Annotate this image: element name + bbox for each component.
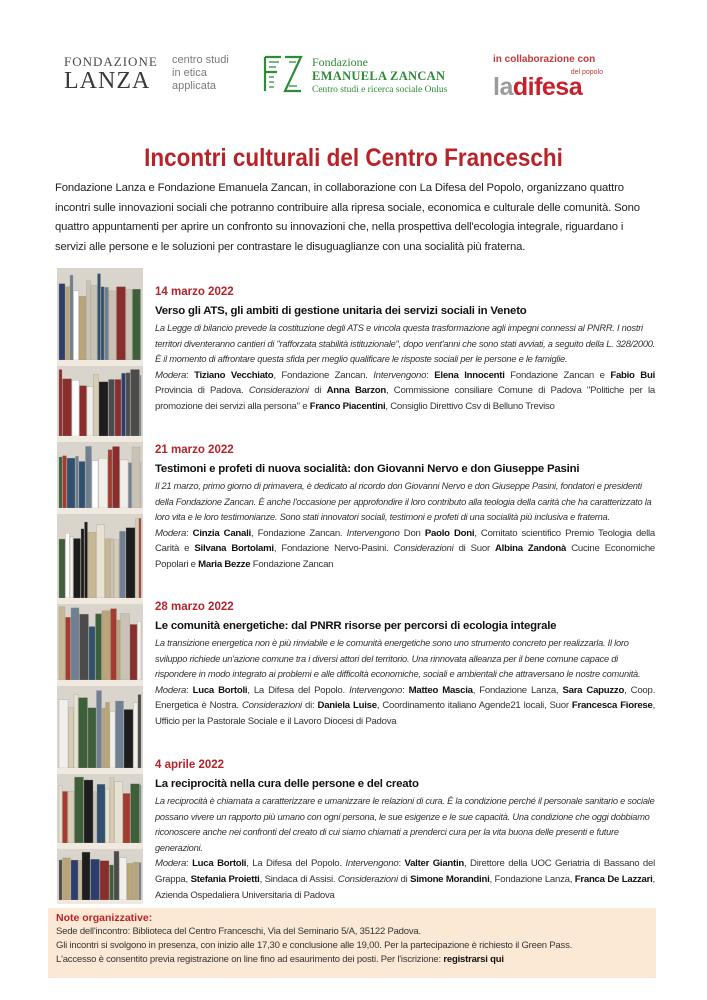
speaker-name: Maria Bezze [198, 558, 251, 570]
book-spine [67, 458, 75, 508]
speaker-name: Luca Bortoli [192, 684, 248, 696]
zancan-logo-line2: EMANUELA ZANCAN [312, 69, 446, 83]
book-spine [131, 369, 140, 436]
speaker-name: Paolo Doni [424, 527, 475, 539]
book-spine [63, 791, 68, 843]
book-spine [110, 865, 114, 900]
book-spine [97, 691, 102, 768]
book-spine [63, 858, 71, 900]
role-label: Intervengono [373, 369, 427, 381]
book-spine [113, 447, 120, 508]
book-spine [101, 287, 104, 360]
speaker-text: , Fondazione Lanza, [472, 684, 563, 696]
book-spine [69, 708, 74, 768]
speaker-text: : [398, 858, 405, 870]
page-title: Incontri culturali del Centro Franceschi [144, 144, 563, 172]
speaker-text: , La Difesa del Popolo. [247, 684, 350, 696]
shelf-board [57, 360, 143, 366]
book-spine [120, 531, 126, 598]
lanza-logo-line2: LANZA [64, 68, 151, 94]
role-label: Intervengono [349, 684, 403, 696]
book-spine [106, 702, 110, 768]
book-spine [66, 287, 70, 360]
event-title: Le comunità energetiche: dal PNRR risorse per percorsi di ecologia integrale [155, 620, 557, 632]
book-spine [79, 296, 86, 360]
book-spine [124, 709, 133, 768]
book-spine [139, 863, 141, 900]
lanza-tagline [172, 54, 252, 93]
speaker-text: , Commissione consiliare Comune di Padova "Politiche per la promozione dei servizi alla persona" e [155, 385, 655, 412]
intro-paragraph: Fondazione Lanza e Fondazione Emanuela Zancan, in collaborazione con La Difesa del Popolo, organizzano quattro incontri sulle innovazioni sociali che potranno contribuire alla ripresa sociale, economica e culturale delle comunità. Sono quattro appuntamenti per aprire un confronto su innovazioni che, nella prospettiva dell'ecologia integrale, riguardano i servizi alle persone e le soluzioni per contrastare le disuguaglianze con una socialità più fraterna. [55, 182, 640, 253]
event-description: La Legge di bilancio prevede la costituzione degli ATS e vincola questa trasformazione agli impegni connessi al PNRR. I nostri territori diventeranno cantieri di "rafforzata stabilità istituzionale", dopo vent'anni che sono stati avviati, a seguito della L. 328/2000. È il momento di affrontare questa sfida per meglio qualificare le risposte sociali per le persone e le famiglie. [155, 323, 655, 365]
event-description: La reciprocità è chiamata a caratterizzare e umanizzare le relazioni di cura. È la condizione perché il personale sanitario e sociale possano vivere un rapporto più umano con ogni persona, le sue esigenze e le sue capacità. Una condizione che oggi dobbiamo riconoscere anche nei confronti del creato di cui siamo chiamati a prenderci cura per la vita buona delle presenti e future generazioni. [155, 796, 655, 853]
event-date: 21 marzo 2022 [155, 444, 234, 456]
zancan-logo-text [312, 55, 447, 96]
notes-venue: Sede dell'incontro: Biblioteca del Centro Franceschi, Via del Seminario 5/A, 35122 Padova. [56, 926, 421, 937]
book-spine [126, 528, 135, 598]
book-spine [134, 703, 138, 768]
book-spine [89, 627, 95, 680]
speaker-text: , Comitato scientifico Premio Teologia della Carità e [155, 527, 655, 555]
book-spine [88, 708, 96, 768]
book-spine [138, 695, 141, 768]
shelf-board [57, 768, 143, 774]
event-date: 4 aprile 2022 [155, 759, 225, 771]
lanza-tagline-line: in etica [172, 67, 207, 79]
book-spine [66, 617, 71, 680]
book-spine [110, 778, 114, 843]
book-spine [75, 777, 84, 843]
book-spine [87, 387, 93, 436]
role-label: Considerazioni [241, 700, 302, 712]
fondazione-zancan-logo [262, 52, 472, 98]
book-spine [114, 540, 119, 598]
book-spine [92, 461, 98, 508]
book-spine [134, 862, 139, 900]
register-link[interactable]: registrarsi qui [443, 954, 504, 965]
fz-monogram-icon [262, 54, 304, 94]
book-spine [139, 518, 141, 598]
organizational-notes [48, 908, 656, 978]
role-label: Modera [155, 527, 187, 539]
role-label: Considerazioni [248, 385, 309, 397]
speaker-text: , Fondazione Zancan. [273, 369, 374, 381]
book-spine [74, 291, 79, 360]
speaker-text: : [426, 369, 435, 381]
speaker-text: , Sindaca di Assisi. [259, 873, 338, 885]
book-spine [126, 373, 130, 436]
book-spine [99, 458, 108, 508]
zancan-logo-line3: Centro studi e ricerca sociale Onlus [312, 85, 448, 95]
book-spine [70, 537, 73, 598]
role-label: Considerazioni [393, 543, 454, 555]
book-spine [99, 382, 108, 436]
notes-title: Note organizzative: [56, 912, 153, 924]
speaker-text: : [186, 369, 195, 381]
speaker-name: Valter Giantin [404, 858, 465, 870]
speaker-text: : [402, 684, 409, 696]
book-spine [86, 446, 92, 508]
speaker-text: Don [399, 527, 425, 539]
event-description: La transizione energetica non è più rinviabile e le comunità energetiche sono uno strumento concreto per realizzarla. Il loro sviluppo richiede un'azione comune tra i diversi attori del territorio. Una rinnovata alleanza per il bene comune capace di rispondere in modo integrato ai problemi e alle difficoltà economiche, sociali e ambientali che attraversano le nostre comunità. [155, 638, 641, 680]
book-spine [85, 522, 88, 598]
speaker-name: Franco Piacentini [309, 400, 386, 412]
book-spine [140, 785, 141, 843]
speaker-name: Elena Innocenti [434, 369, 505, 381]
book-spine [94, 792, 97, 843]
book-spine [106, 789, 110, 843]
speaker-text: di [397, 873, 411, 885]
book-spine [81, 529, 84, 598]
book-spine [71, 860, 78, 900]
role-label: Intervengono [345, 858, 399, 870]
role-label: Modera [155, 369, 187, 381]
event-speakers [155, 368, 655, 415]
speaker-text: , Azienda Ospedaliera Universitaria di Padova [155, 873, 655, 901]
event-speakers [155, 856, 655, 903]
event-title: Testimoni e profeti di nuova socialità: don Giovanni Nervo e don Giuseppe Pasini [155, 463, 580, 475]
bookshelf-photo [57, 268, 143, 904]
book-spine [68, 791, 74, 843]
shelf-board [57, 436, 143, 442]
book-spine [79, 461, 85, 508]
book-spine [71, 608, 79, 680]
speaker-text: di: [301, 700, 318, 712]
book-spine [59, 607, 65, 680]
book-spine [105, 287, 109, 360]
lanza-tagline-line: applicata [172, 80, 217, 92]
book-spine [74, 538, 81, 598]
book-spine [94, 375, 99, 436]
collaboration-label: in collaborazione con [493, 54, 596, 65]
difesa-word-difesa: difesa [512, 73, 583, 101]
book-spine [96, 614, 102, 680]
book-spine [63, 456, 67, 508]
speaker-name: Luca Bortoli [192, 858, 247, 870]
book-spine [100, 861, 109, 900]
speaker-name: Anna Barzon [326, 385, 386, 397]
notes-schedule: Gli incontri si svolgono in presenza, con inizio alle 17,30 e conclusione alle 19,00. Per la partecipazione è richiesto il Green Pass. [56, 940, 573, 951]
speaker-text: Cucine Economiche Popolari e [155, 543, 655, 570]
role-label: Modera [155, 858, 187, 870]
book-spine [132, 447, 140, 508]
event-speakers [155, 683, 655, 730]
book-spine [111, 539, 114, 598]
book-spine [84, 780, 93, 843]
speaker-name: Albina Zandonà [495, 543, 567, 555]
book-spine [79, 860, 82, 900]
speaker-name: Tiziano Vecchiato [194, 369, 274, 381]
la-difesa-logo [493, 54, 633, 100]
event-title: La reciprocità nella cura delle persone e del creato [155, 778, 419, 790]
book-spine [70, 275, 73, 360]
speaker-text: Fondazione Zancan e [504, 369, 611, 381]
speaker-text: : [186, 527, 193, 539]
notes-registration [56, 953, 648, 967]
speaker-name: Matteo Mascia [408, 684, 473, 696]
book-spine [74, 694, 78, 768]
speaker-name: Francesca Fiorese [571, 700, 653, 712]
book-spine [108, 450, 112, 508]
fondazione-lanza-logo [64, 52, 264, 98]
book-spine [97, 784, 105, 843]
book-spine [129, 463, 132, 508]
book-spine [120, 858, 127, 900]
book-spine [131, 784, 140, 843]
speaker-text: , Ufficio per la Pastorale Sociale e il Lavoro Diocesi di Padova [155, 700, 655, 727]
book-spine [59, 457, 62, 508]
book-spine [59, 785, 62, 843]
difesa-wordmark [493, 68, 633, 101]
book-spine [117, 620, 120, 680]
book-spine [59, 700, 68, 768]
book-spine [102, 708, 105, 768]
event-1 [155, 285, 655, 415]
speaker-text: , Fondazione Zancan. [250, 527, 347, 539]
book-spine [122, 373, 126, 436]
book-spine [79, 698, 88, 768]
book-spine [140, 375, 141, 436]
shelf-board [57, 508, 143, 514]
speaker-name: Fabio Bui [610, 369, 655, 381]
role-label: Modera [155, 684, 187, 696]
speaker-text: : [186, 858, 193, 870]
speaker-name: Simone Morandini [410, 873, 490, 885]
book-spine [121, 614, 130, 680]
difesa-word-la: la [493, 73, 513, 101]
book-spine [116, 701, 124, 768]
speaker-name: Stefania Proietti [190, 873, 260, 885]
zancan-logo-line1: Fondazione [312, 55, 368, 69]
book-spine [66, 533, 70, 598]
book-spine [59, 860, 62, 900]
book-spine [114, 851, 119, 900]
book-spine [110, 711, 115, 768]
book-spine [138, 621, 142, 680]
speaker-text: Fondazione Zancan [250, 558, 334, 570]
speaker-name: Daniela Luise [317, 700, 377, 712]
book-spine [59, 370, 62, 436]
book-spine [72, 380, 79, 436]
difesa-word [493, 74, 582, 100]
speaker-text: , La Difesa del Popolo. [246, 858, 346, 870]
book-spine [105, 539, 110, 598]
book-spine [76, 456, 79, 508]
lanza-logo-line1: FONDAZIONE [64, 54, 158, 69]
book-spine [111, 609, 117, 680]
speaker-text: , Coop. Energetica è Nostra. [155, 684, 656, 712]
event-date: 28 marzo 2022 [155, 601, 234, 613]
event-2 [155, 443, 655, 573]
book-spine [80, 614, 89, 680]
shelf-board [57, 900, 143, 904]
shelf-board [57, 680, 143, 686]
event-4 [155, 758, 655, 903]
book-spine [130, 624, 137, 680]
book-spine [59, 284, 65, 360]
book-spine [98, 274, 101, 360]
speaker-name: Silvana Bortolami [194, 543, 274, 555]
book-spine [91, 286, 97, 360]
book-spine [126, 290, 132, 360]
event-3 [155, 600, 655, 730]
book-spine [91, 859, 100, 900]
book-spine [82, 852, 90, 900]
speaker-text: , Direttore della UOC Geriatria di Bassano del Grappa, [155, 858, 655, 885]
book-spine [80, 386, 87, 436]
book-spine [127, 863, 133, 900]
event-date: 14 marzo 2022 [155, 286, 234, 298]
shelf-board [57, 598, 143, 604]
book-spine [115, 782, 123, 843]
speaker-text: : [186, 684, 193, 696]
book-spine [123, 793, 130, 843]
book-spine [120, 460, 128, 508]
speaker-text: di Suor [453, 543, 495, 555]
book-spine [141, 462, 142, 508]
speaker-text: di [308, 385, 327, 397]
speaker-text: , Fondazione Nervo-Pasini. [273, 543, 394, 555]
book-spine [109, 379, 115, 436]
book-spine [102, 611, 110, 680]
speaker-text: Provincia di Padova. [155, 385, 249, 397]
book-spine [115, 379, 121, 436]
book-spine [109, 291, 116, 360]
lanza-tagline-line: centro studi [172, 54, 229, 66]
book-spine [133, 289, 141, 360]
notes-registration-text: L'accesso è consentito previa registrazione on line fino ad esaurimento dei posti. Per l'iscrizione: [56, 954, 444, 965]
book-spine [136, 518, 139, 598]
speaker-text: , Coordinamento italiano Agende21 locali, Suor [376, 700, 572, 712]
role-label: Considerazioni [337, 873, 398, 885]
event-description: Il 21 marzo, primo giorno di primavera, è dedicato al ricordo don Giovanni Nervo e don Giuseppe Pasini, fondatori e presidenti della Fondazione Zancan. È anche l'occasione per approfondire il loro contributo alla teologia della carità che ha caratterizzato la loro vita e le loro testimonianze. Sono stati innovatori sociali, testimoni e profeti di una socialità più inclusiva e fraterna. [155, 481, 652, 523]
speaker-text: , Fondazione Lanza, [489, 873, 575, 885]
book-spine [117, 287, 126, 360]
book-spine [97, 525, 105, 598]
shelf-board [57, 843, 143, 849]
difesa-small-text: del popolo [570, 69, 603, 76]
book-spine [88, 532, 96, 598]
event-speakers [155, 526, 655, 573]
speaker-name: Cinzia Canali [192, 527, 251, 539]
book-spine [87, 281, 91, 360]
role-label: Intervengono [346, 527, 400, 539]
speaker-name: Franca De Lazzari [574, 873, 653, 885]
book-spine [63, 379, 72, 436]
event-title: Verso gli ATS, gli ambiti di gestione unitaria dei servizi sociali in Veneto [155, 305, 527, 317]
book-spine [59, 539, 65, 598]
speaker-text: , Consiglio Direttivo Csv di Belluno Treviso [385, 400, 555, 412]
speaker-name: Sara Capuzzo [562, 684, 625, 696]
